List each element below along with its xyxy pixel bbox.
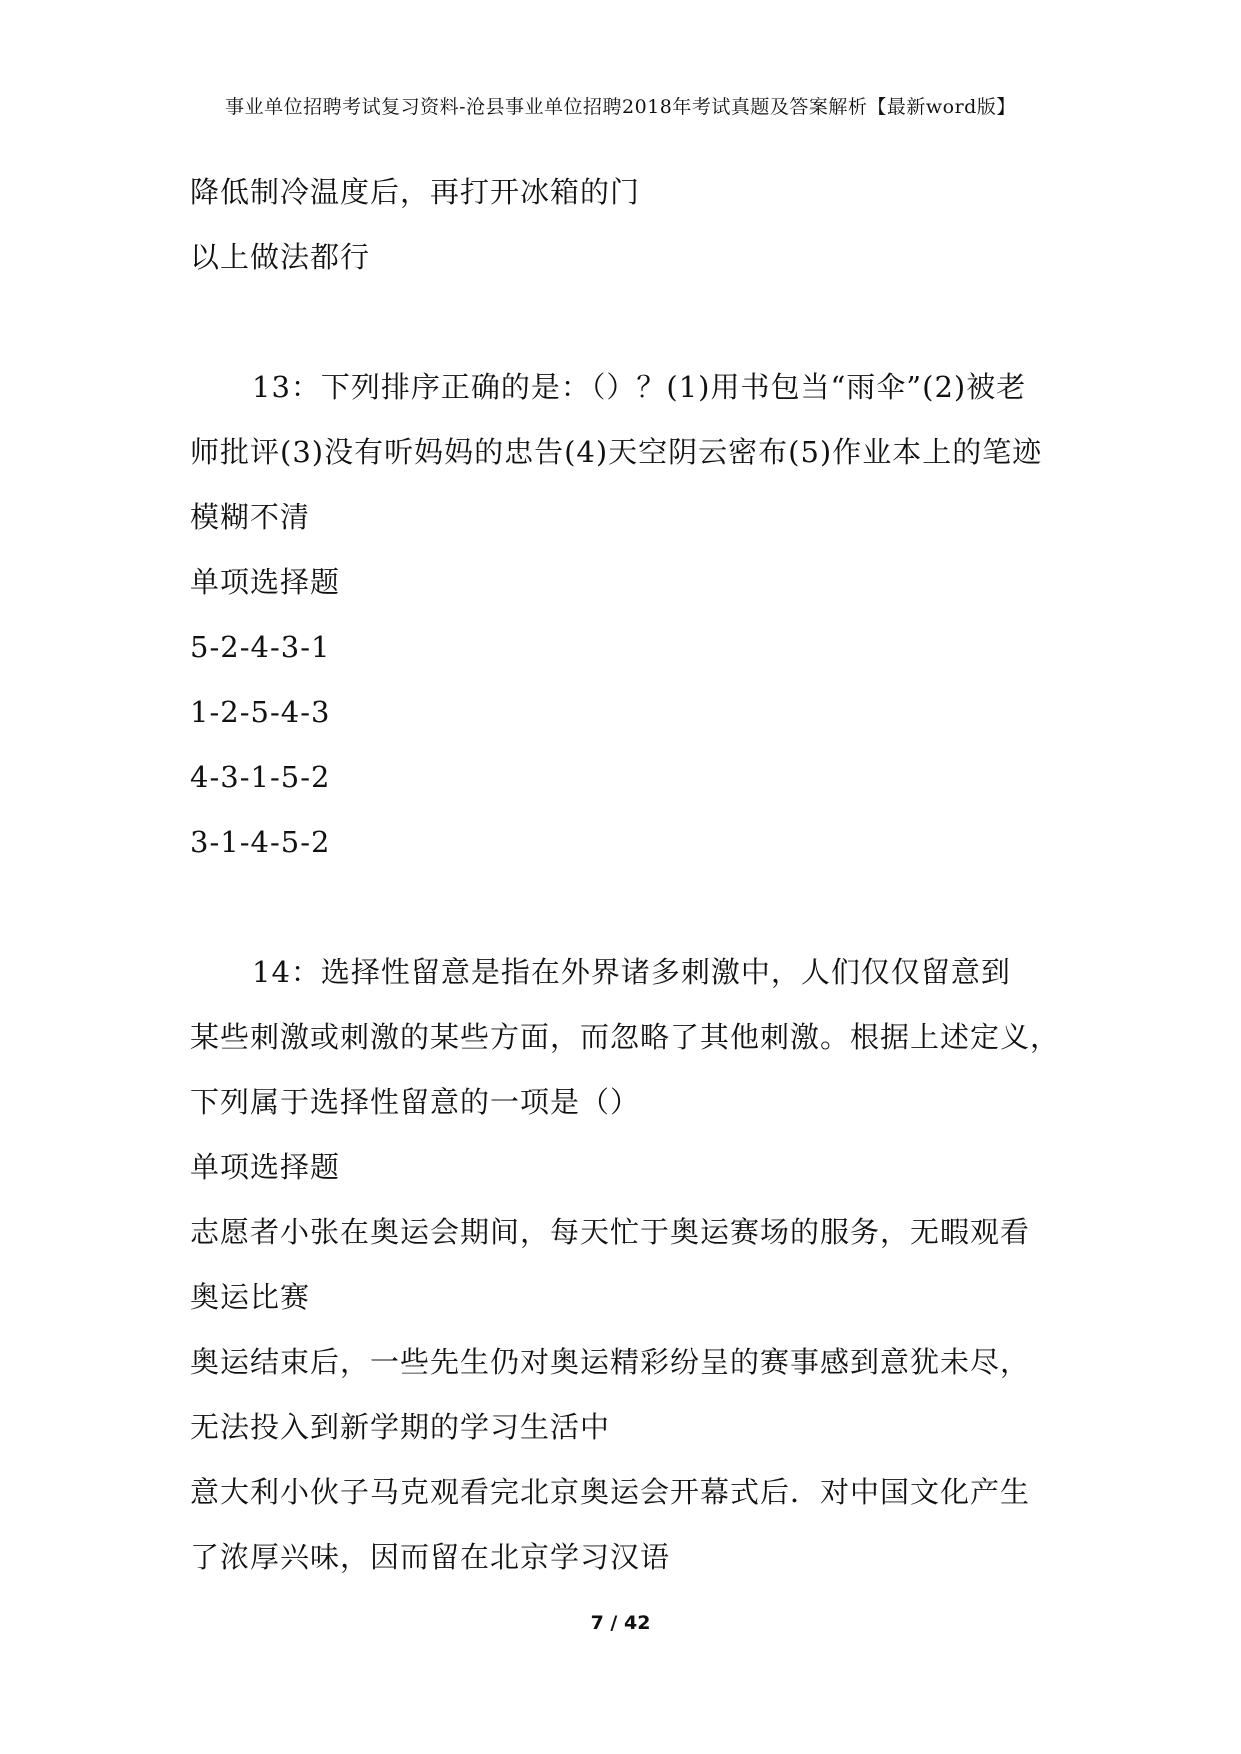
q13-option-a: 5-2-4-3-1: [190, 630, 331, 664]
spacer: [190, 290, 1070, 355]
q14-option-b-line-1: 奥运结束后，一些先生仍对奥运精彩纷呈的赛事感到意犹未尽，: [190, 1345, 1031, 1379]
q13-type: 单项选择题: [190, 565, 341, 599]
question-14: [190, 940, 1070, 1590]
q14-option-a-line-2: 奥运比赛: [190, 1280, 311, 1314]
q13-option-d: 3-1-4-5-2: [190, 825, 331, 859]
q13-option-b: 1-2-5-4-3: [190, 695, 331, 729]
q14-stem-line-2: 某些刺激或刺激的某些方面，而忽略了其他刺激。根据上述定义，: [190, 1020, 1061, 1054]
document-body: [190, 160, 1070, 1590]
q13-stem-line-3: 模糊不清: [190, 500, 311, 534]
q14-option-c-line-1: 意大利小伙子马克观看完北京奥运会开幕式后．对中国文化产生: [190, 1475, 1031, 1509]
q14-option-a-line-1: 志愿者小张在奥运会期间，每天忙于奥运赛场的服务，无暇观看: [190, 1215, 1031, 1249]
q13-stem-line-2: 师批评(3)没有听妈妈的忠告(4)天空阴云密布(5)作业本上的笔迹: [190, 435, 1043, 469]
prev-option-2: 以上做法都行: [190, 240, 371, 274]
q13-option-c: 4-3-1-5-2: [190, 760, 331, 794]
q14-type: 单项选择题: [190, 1150, 341, 1184]
spacer: [190, 875, 1070, 940]
q14-option-c-line-2: 了浓厚兴味，因而留在北京学习汉语: [190, 1540, 671, 1574]
q14-option-b-line-2: 无法投入到新学期的学习生活中: [190, 1410, 611, 1444]
question-13: [190, 355, 1070, 875]
page-number: 7 / 42: [590, 1612, 651, 1634]
prev-option-1: 降低制冷温度后，再打开冰箱的门: [190, 175, 641, 209]
q13-stem-line-1: 13：下列排序正确的是：（）？(1)用书包当“雨伞”(2)被老: [252, 370, 1027, 404]
q14-stem-line-1: 14：选择性留意是指在外界诸多刺激中，人们仅仅留意到: [252, 955, 1011, 989]
q14-stem-line-3: 下列属于选择性留意的一项是（）: [190, 1085, 641, 1119]
document-header: 事业单位招聘考试复习资料-沧县事业单位招聘2018年考试真题及答案解析【最新word版】: [225, 96, 1016, 118]
